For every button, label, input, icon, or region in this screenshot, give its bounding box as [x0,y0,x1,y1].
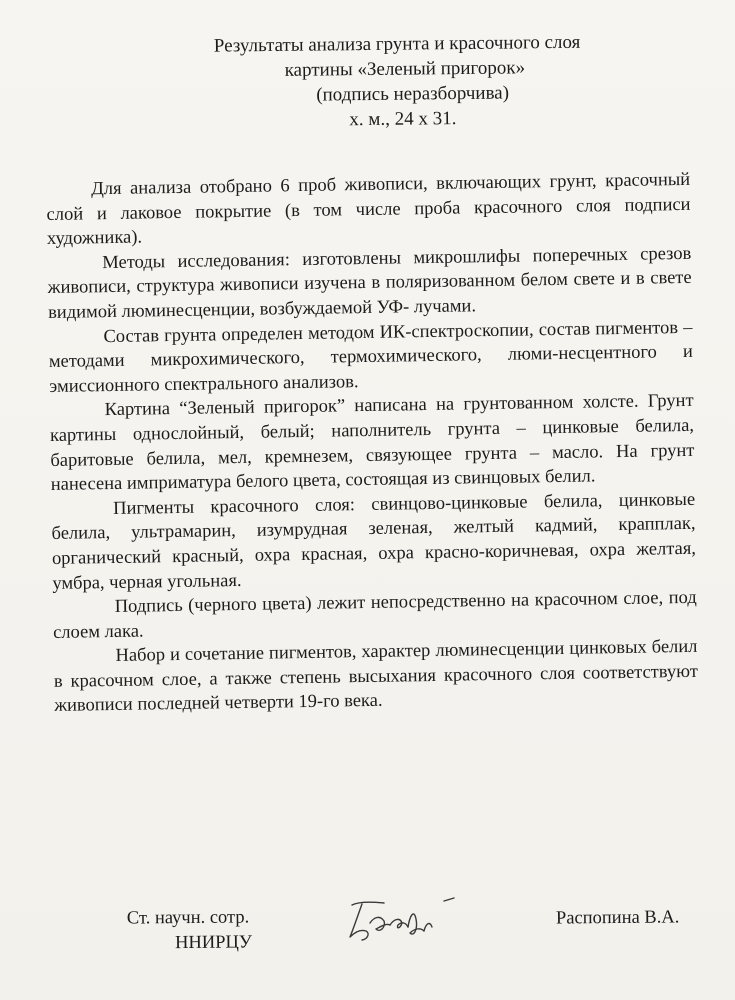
paragraph-composition: Состав грунта определен методом ИК-спектроскопии, состав пигментов – методами микрохимического, термохимического, люми-несцентного и эмиссионного спектрального анализов. [48,317,693,397]
signatory-name: Распопина В.А. [555,907,680,929]
paragraph-methods: Методы исследования: изготовлены микрошлифы поперечных срезов живописи, структура живописи изучена в поляризованном белом свете и в свете видимой люминесценции, возбуждаемой УФ- лучами. [47,243,692,323]
title-line-2: картины «Зеленый пригорок» [284,57,526,81]
handwritten-signature [340,893,465,948]
paragraph-signature: Подпись (черного цвета) лежит непосредственно на красочном слое, под слоем лака. [52,587,697,643]
paragraph-ground: Картина “Зеленый пригорок” написана на грунтованном холсте. Грунт картины однослойный, белый; наполнитель грунта – цинковые белила, баритовые белила, мел, кремнезем, связующее грунта – масло. На грунт нанесена имприматура белого цвета, состоящая из свинцовых белил. [49,391,695,496]
title-line-4: х. м., 24 х 31. [349,108,457,131]
document-header [0,28,735,136]
title-line-1: Результаты анализа грунта и красочного слоя [213,31,581,57]
title-line-3: (подпись неразборчива) [316,82,510,106]
paragraph-sampling: Для анализа отобрано 6 проб живописи, включающих грунт, красочный слой и лаковое покрытие (в том числе проба красочного слоя подписи художника). [46,169,691,250]
signatory-title [127,905,252,956]
signatory-position: Ст. научн. сотр. [126,907,250,929]
document-body [46,168,698,719]
paragraph-conclusion: Набор и сочетание пигментов, характер люминесценции цинковых белил в красочном слое, а также степень высыхания красочного слоя соответствуют живописи последней четверти 19-го века. [53,637,698,717]
paragraph-pigments: Пигменты красочного слоя: свинцово-цинковые белила, цинковые белила, ультрамарин, изумрудная зеленая, желтый кадмий, крапплак, органический красный, охра красная, охра красно-коричневая, охра желтая, умбра, черная угольная. [51,489,697,594]
signatory-organization: ННИРЦУ [175,932,253,954]
